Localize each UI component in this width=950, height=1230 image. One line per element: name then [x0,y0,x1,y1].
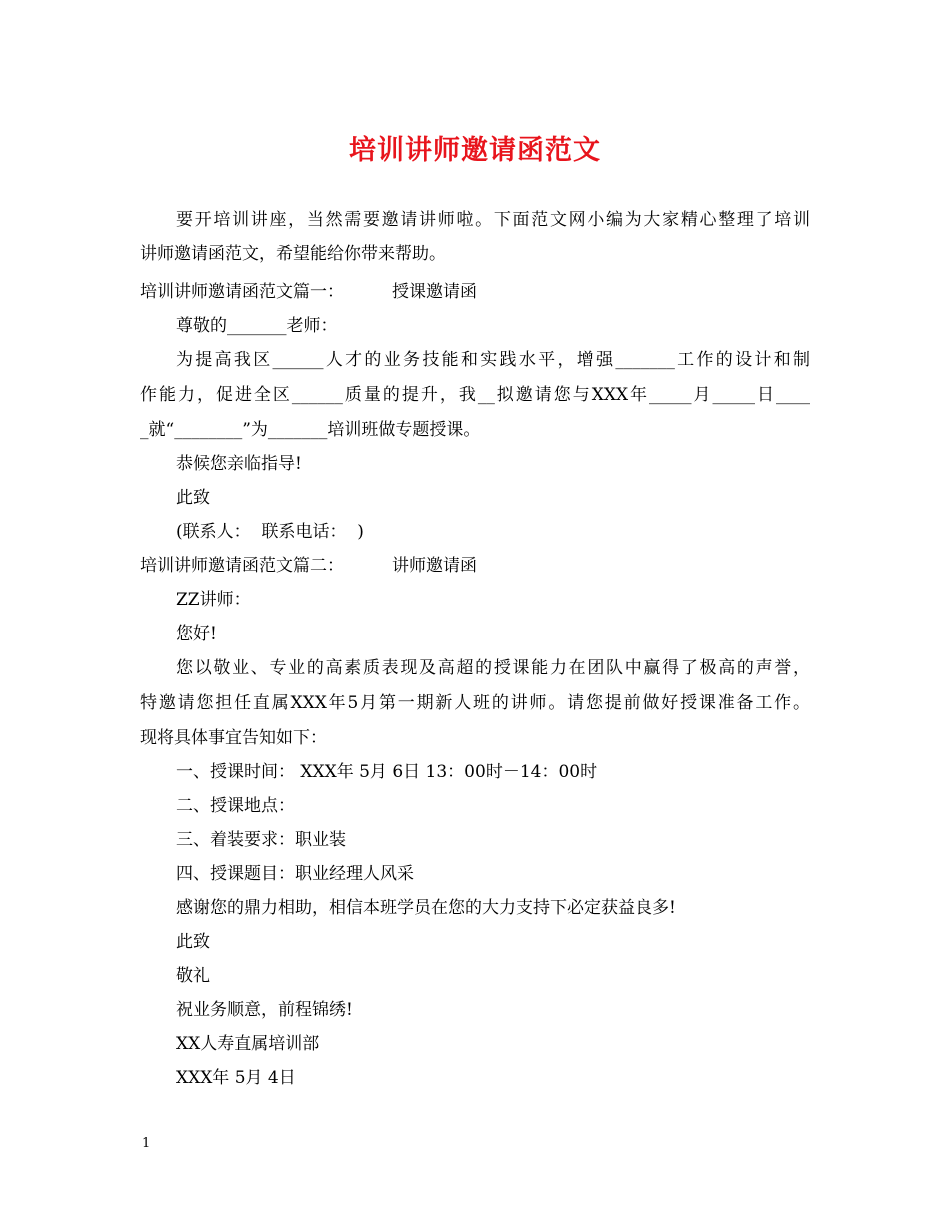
intro-line-1: 要开培训讲座，当然需要邀请讲师啦。下面范文网小编为大家精心整理了培训 [176,210,810,230]
section2-thanks: 感谢您的鼎力相助，相信本班学员在您的大力支持下必定获益良多! [176,898,676,918]
section2-body-line-2: 特邀请您担任直属XXX年5月第一期新人班的讲师。请您提前做好授课准备工作。 [140,693,810,713]
section2-signature: XX人寿直属培训部 [176,1034,320,1054]
section1-subheading: 授课邀请函 [392,282,477,302]
section2-subheading: 讲师邀请函 [392,556,477,576]
section2-closing-2: 敬礼 [176,966,210,986]
section1-heading-row [140,281,477,303]
section2-item-3: 三、着装要求：职业装 [176,830,346,850]
section1-heading: 培训讲师邀请函范文篇一： [140,282,344,302]
section1-greeting: 尊敬的_______老师： [176,316,338,336]
section2-heading: 培训讲师邀请函范文篇二： [140,556,344,576]
section2-item-4: 四、授课题目：职业经理人风采 [176,864,414,884]
section1-contact: (联系人： 联系电话： ) [176,522,364,542]
section1-body-line-2: 作能力，促进全区______质量的提升，我__拟邀请您与XXX年_____月_____日____ [140,385,810,405]
intro-line-2: 讲师邀请函范文，希望能给你带来帮助。 [140,244,446,264]
document-title: 培训讲师邀请函范文 [349,135,601,166]
section1-closing-2: 此致 [176,488,210,508]
page-number: 1 [142,1136,151,1151]
section2-closing-1: 此致 [176,932,210,952]
section2-body-line-1: 您以敬业、专业的高素质表现及高超的授课能力在团队中赢得了极高的声誉， [176,658,810,678]
section2-wish: 祝业务顺意，前程锦绣! [176,1000,353,1020]
section2-heading-row [140,555,477,577]
section2-date: XXX年 5月 4日 [176,1068,296,1088]
section2-body-line-3: 现将具体事宜告知如下： [140,728,327,748]
section2-hello: 您好! [176,624,217,644]
section1-body-line-1: 为提高我区______人才的业务技能和实践水平，增强_______工作的设计和制 [176,350,810,370]
section1-body-line-3: _就“________”为_______培训班做专题授课。 [140,420,481,440]
section2-item-2: 二、授课地点： [176,796,295,816]
section1-closing-1: 恭候您亲临指导! [176,454,302,474]
section2-item-1: 一、授课时间： XXX年 5月 6日 13：00时－14：00时 [176,762,598,782]
section2-addressee: ZZ讲师： [176,590,251,610]
